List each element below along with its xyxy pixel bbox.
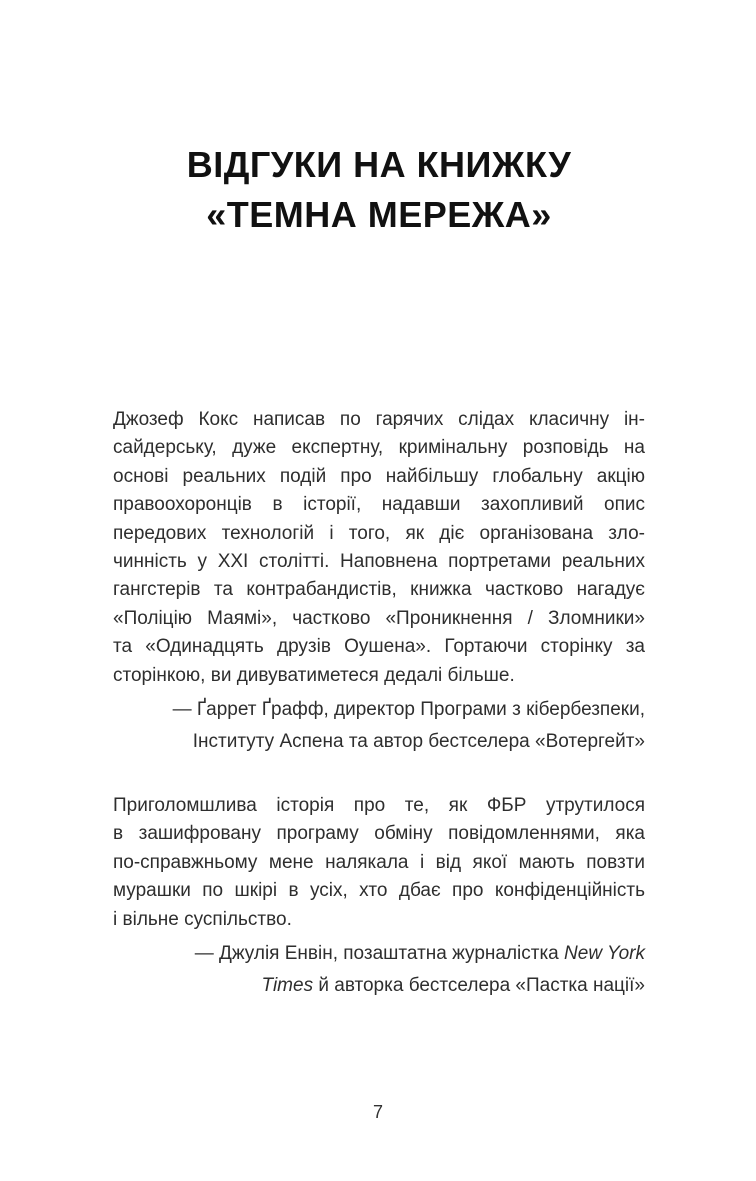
paragraph-line: мурашки по шкірі в усіх, хто дбає про конфіденційність: [113, 880, 645, 902]
page-title: [113, 140, 645, 240]
page-title-line-1: ВІДГУКИ НА КНИЖКУ: [186, 144, 572, 185]
attribution-text: й авторка бестселера «Пастка нації»: [313, 975, 645, 997]
paragraph-line: сторінкою, ви дивуватиметеся дедалі більше.: [113, 664, 515, 686]
attribution-text: — Ґаррет Ґрафф, директор Програми з кібербезпеки,: [172, 699, 645, 721]
paragraph-line: Приголомшлива історія про те, як ФБР утрутилося: [113, 795, 645, 817]
attribution-text-italic: New York: [564, 943, 645, 965]
paragraph-line: та «Одинадцять друзів Оушена». Гортаючи сторінку за: [113, 636, 645, 658]
paragraph-line: «Поліцію Маямі», частково «Проникнення / Зломники»: [113, 607, 645, 629]
review-paragraph-2: [113, 792, 645, 934]
paragraph-line: сайдерську, дуже експертну, кримінальну розповідь на: [113, 437, 645, 459]
attribution-line: [113, 970, 645, 1002]
paragraph-line: передових технологій і того, як діє організована зло-: [113, 522, 645, 544]
attribution-text-italic: Times: [261, 975, 314, 997]
page-number: 7: [372, 1102, 383, 1122]
review-attribution-1: [113, 694, 645, 758]
attribution-line: [113, 726, 645, 758]
attribution-text: — Джулія Енвін, позаштатна журналістка: [194, 943, 565, 965]
paragraph-line: правоохоронців в історії, надавши захопливий опис: [113, 494, 645, 516]
paragraph-line: по-справжньому мене налякала і від якої мають повзти: [113, 851, 645, 873]
paragraph-line: і вільне суспільство.: [113, 908, 292, 930]
attribution-line: [113, 938, 645, 970]
paragraph-line: гангстерів та контрабандистів, книжка частково нагадує: [113, 579, 645, 601]
paragraph-line: основі реальних подій про найбільшу глобальну акцію: [113, 465, 645, 487]
attribution-line: [113, 694, 645, 726]
review-attribution-2: [113, 938, 645, 1002]
page-title-line-2: «ТЕМНА МЕРЕЖА»: [206, 194, 552, 235]
paragraph-line: Джозеф Кокс написав по гарячих слідах класичну ін-: [113, 409, 645, 430]
review-paragraph-1: [113, 406, 645, 690]
paragraph-line: в зашифровану програму обміну повідомленнями, яка: [113, 823, 645, 845]
attribution-text: Інституту Аспена та автор бестселера «Вотергейт»: [192, 731, 645, 753]
paragraph-line: чинність у XXI столітті. Наповнена портретами реальних: [113, 551, 645, 573]
